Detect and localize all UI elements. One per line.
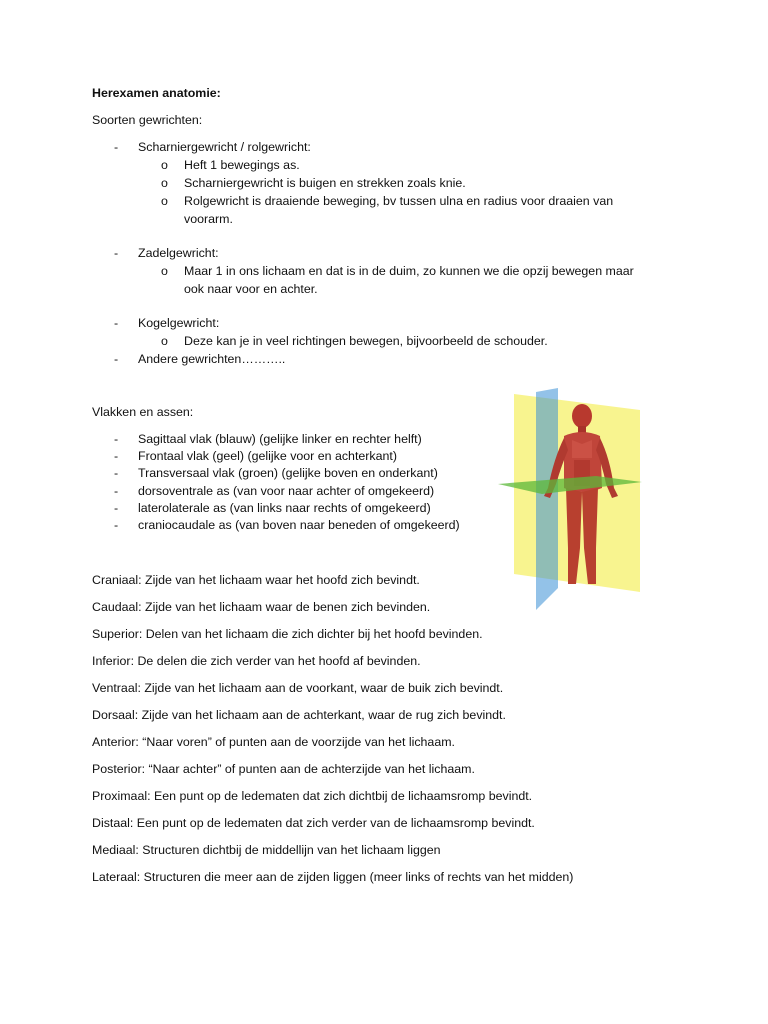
joint-item-label: Scharniergewricht / rolgewricht: bbox=[138, 140, 311, 154]
anatomical-planes-figure bbox=[496, 388, 644, 614]
bullet-circle: o bbox=[161, 264, 168, 278]
bullet-dash: - bbox=[114, 316, 119, 330]
joint-subitem: Rolgewricht is draaiende beweging, bv tussen ulna en radius voor draaien van bbox=[184, 194, 614, 208]
joint-subitem-continued: voorarm. bbox=[184, 212, 233, 226]
definition-line: Anterior: “Naar voren” of punten aan de voorzijde van het lichaam. bbox=[92, 735, 455, 749]
document-title: Herexamen anatomie: bbox=[92, 86, 221, 100]
plane-item: Frontaal vlak (geel) (gelijke voor en achterkant) bbox=[138, 449, 397, 463]
bullet-dash: - bbox=[114, 466, 119, 480]
bullet-dash: - bbox=[114, 449, 119, 463]
plane-item: dorsoventrale as (van voor naar achter of omgekeerd) bbox=[138, 484, 435, 498]
definition-line: Posterior: “Naar achter” of punten aan de achterzijde van het lichaam. bbox=[92, 762, 475, 776]
definition-line: Superior: Delen van het lichaam die zich dichter bij het hoofd bevinden. bbox=[92, 627, 483, 641]
definition-line: Distaal: Een punt op de ledematen dat zich verder van de lichaamsromp bevindt. bbox=[92, 816, 535, 830]
bullet-dash: - bbox=[114, 246, 119, 260]
definition-line: Proximaal: Een punt op de ledematen dat zich dichtbij de lichaamsromp bevindt. bbox=[92, 789, 533, 803]
definition-line: Craniaal: Zijde van het lichaam waar het hoofd zich bevindt. bbox=[92, 573, 420, 587]
joint-subitem: Maar 1 in ons lichaam en dat is in de duim, zo kunnen we die opzij bewegen maar bbox=[184, 264, 634, 278]
joint-item-label: Zadelgewricht: bbox=[138, 246, 219, 260]
definition-line: Ventraal: Zijde van het lichaam aan de voorkant, waar de buik zich bevindt. bbox=[92, 681, 504, 695]
bullet-dash: - bbox=[114, 352, 119, 366]
definition-line: Dorsaal: Zijde van het lichaam aan de achterkant, waar de rug zich bevindt. bbox=[92, 708, 506, 722]
definition-line: Inferior: De delen die zich verder van het hoofd af bevinden. bbox=[92, 654, 421, 668]
bullet-dash: - bbox=[114, 501, 119, 515]
bullet-dash: - bbox=[114, 432, 119, 446]
plane-item: laterolaterale as (van links naar rechts of omgekeerd) bbox=[138, 501, 431, 515]
bullet-dash: - bbox=[114, 140, 119, 154]
bullet-dash: - bbox=[114, 518, 119, 532]
bullet-circle: o bbox=[161, 158, 168, 172]
joint-subitem: Deze kan je in veel richtingen bewegen, bijvoorbeeld de schouder. bbox=[184, 334, 548, 348]
joint-subitem-continued: ook naar voor en achter. bbox=[184, 282, 318, 296]
bullet-dash: - bbox=[114, 484, 119, 498]
bullet-circle: o bbox=[161, 176, 168, 190]
planes-heading: Vlakken en assen: bbox=[92, 405, 194, 419]
definition-line: Caudaal: Zijde van het lichaam waar de benen zich bevinden. bbox=[92, 600, 431, 614]
joint-subitem: Scharniergewricht is buigen en strekken zoals knie. bbox=[184, 176, 466, 190]
sagittal-plane bbox=[536, 388, 558, 610]
joints-heading: Soorten gewrichten: bbox=[92, 113, 203, 127]
plane-item: Transversaal vlak (groen) (gelijke boven en onderkant) bbox=[138, 466, 438, 480]
plane-item: craniocaudale as (van boven naar beneden of omgekeerd) bbox=[138, 518, 460, 532]
bullet-circle: o bbox=[161, 194, 168, 208]
definition-line: Lateraal: Structuren die meer aan de zijden liggen (meer links of rechts van het midden) bbox=[92, 870, 574, 884]
joint-item-label: Kogelgewricht: bbox=[138, 316, 220, 330]
plane-item: Sagittaal vlak (blauw) (gelijke linker en rechter helft) bbox=[138, 432, 422, 446]
bullet-circle: o bbox=[161, 334, 168, 348]
joint-item-label: Andere gewrichten……….. bbox=[138, 352, 286, 366]
joint-subitem: Heft 1 bewegings as. bbox=[184, 158, 300, 172]
definition-line: Mediaal: Structuren dichtbij de middellijn van het lichaam liggen bbox=[92, 843, 441, 857]
anatomical-planes-illustration bbox=[496, 388, 644, 614]
